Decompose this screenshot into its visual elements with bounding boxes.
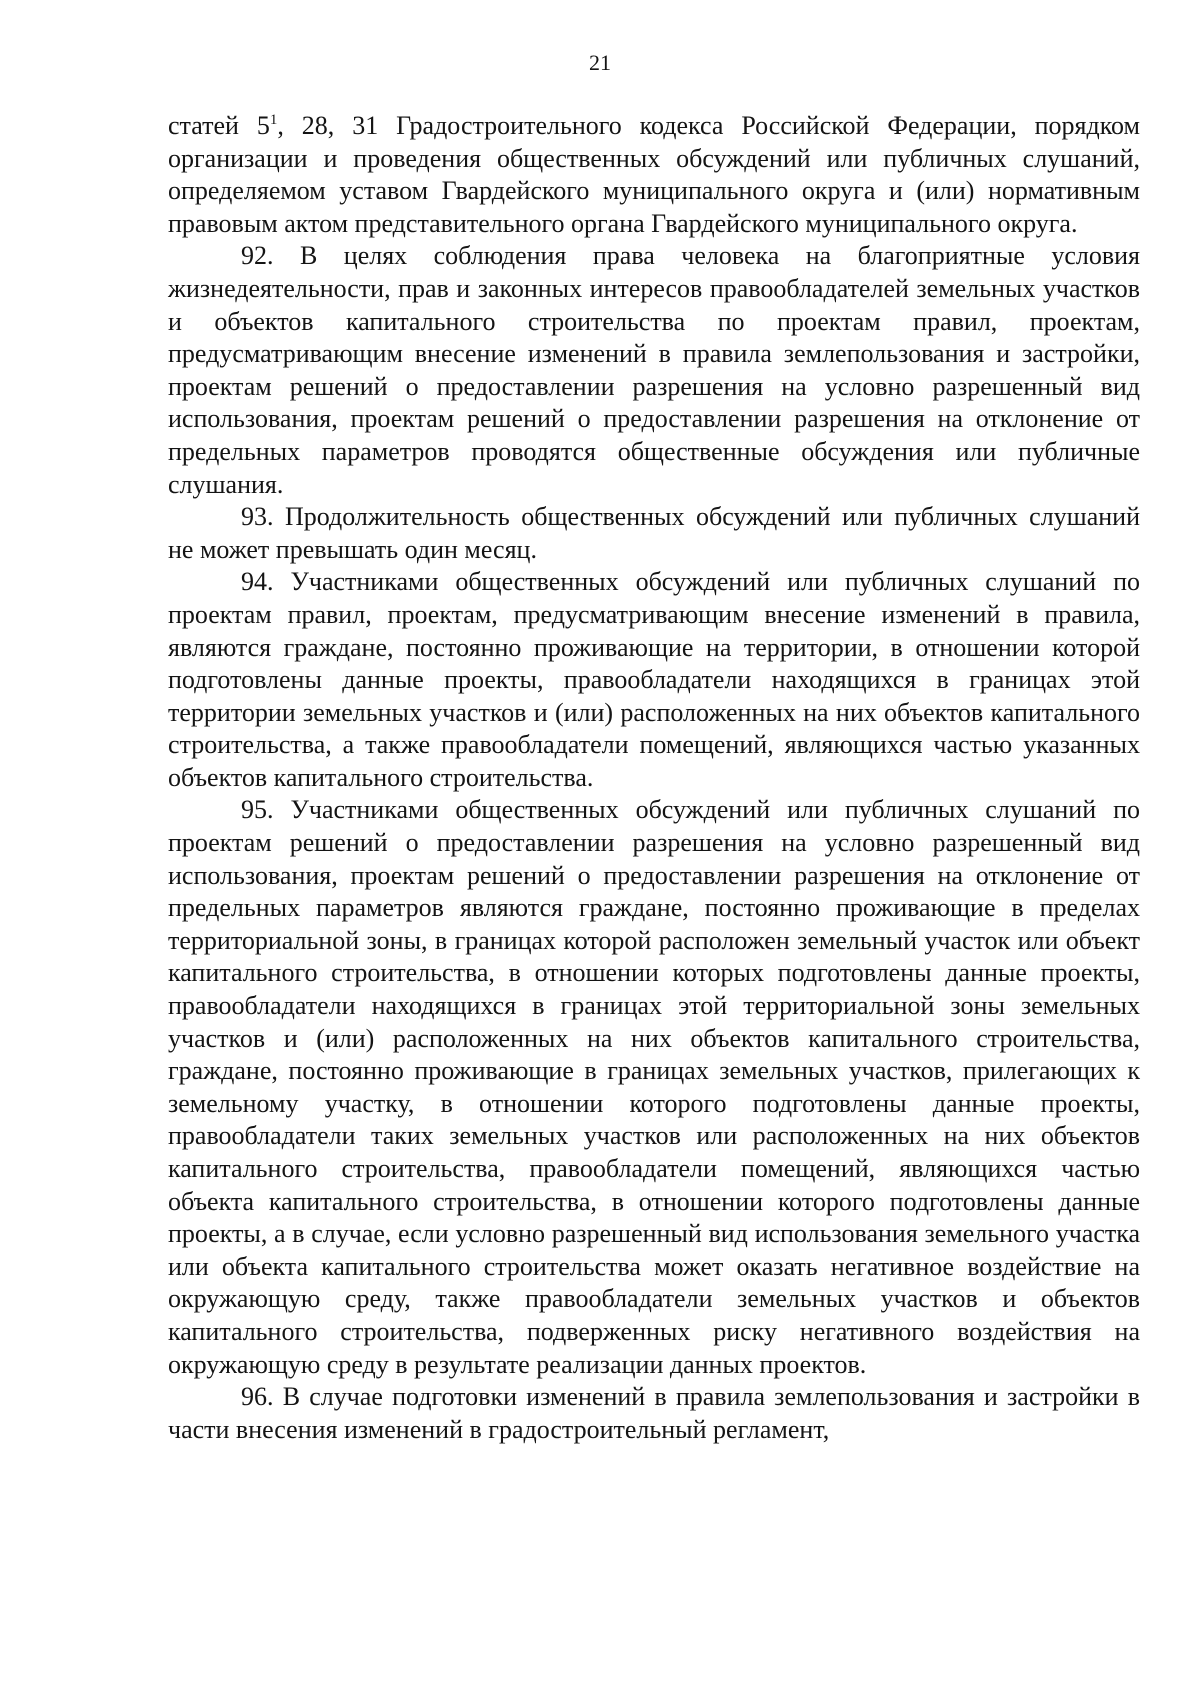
paragraph-text: , 28, 31 Градостроительного кодекса Российской Федерации, порядком организации и проведения общественных обсуждений или публичных слушаний, определяемом уставом Гвардейского муниципального округа и (или) нормативным правовым актом представительного органа Гвардейского муниципального округа. [168,111,1140,238]
paragraph-96: 96. В случае подготовки изменений в правила землепользования и застройки в части внесения изменений в градостроительный регламент, [168,1382,1140,1444]
paragraph-lead: статей 5 [168,111,270,140]
page-number: 21 [589,50,611,75]
document-body [168,110,1140,1446]
paragraph-95: 95. Участниками общественных обсуждений или публичных слушаний по проектам решений о предоставлении разрешения на условно разрешенный вид использования, проектам решений о предоставлении разрешения на отклонение от предельных параметров являются граждане, постоянно проживающие в пределах территориальной зоны, в границах которой расположен земельный участок или объект капитального строительства, в отношении которых подготовлены данные проекты, правообладатели находящихся в границах этой территориальной зоны земельных участков и (или) расположенных на них объектов капитального строительства, граждане, постоянно проживающие в границах земельных участков, прилегающих к земельному участку, в отношении которого подготовлены данные проекты, правообладатели таких земельных участков или расположенных на них объектов капитального строительства, правообладатели помещений, являющихся частью объекта капитального строительства, в отношении которого подготовлены данные проекты, а в случае, если условно разрешенный вид использования земельного участка или объекта капитального строительства может оказать негативное воздействие на окружающую среду, также правообладатели земельных участков и объектов капитального строительства, подверженных риску негативного воздействия на окружающую среду в результате реализации данных проектов. [168,795,1140,1379]
paragraph-94: 94. Участниками общественных обсуждений или публичных слушаний по проектам правил, проектам, предусматривающим внесение изменений в правила, являются граждане, постоянно проживающие на территории, в отношении которой подготовлены данные проекты, правообладатели находящихся в границах этой территории земельных участков и (или) расположенных на них объектов капитального строительства, а также правообладатели помещений, являющихся частью указанных объектов капитального строительства. [168,567,1140,792]
superscript: 1 [269,112,278,128]
paragraph-92: 92. В целях соблюдения права человека на благоприятные условия жизнедеятельности, прав и законных интересов правообладателей земельных участков и объектов капитального строительства по проектам правил, проектам, предусматривающим внесение изменений в правила землепользования и застройки, проектам решений о предоставлении разрешения на условно разрешенный вид использования, проектам решений о предоставлении разрешения на отклонение от предельных параметров проводятся общественные обсуждения или публичные слушания. [168,241,1140,499]
paragraph-93: 93. Продолжительность общественных обсуждений или публичных слушаний не может превышать один месяц. [168,502,1140,564]
paragraph-continuation [168,110,1140,240]
